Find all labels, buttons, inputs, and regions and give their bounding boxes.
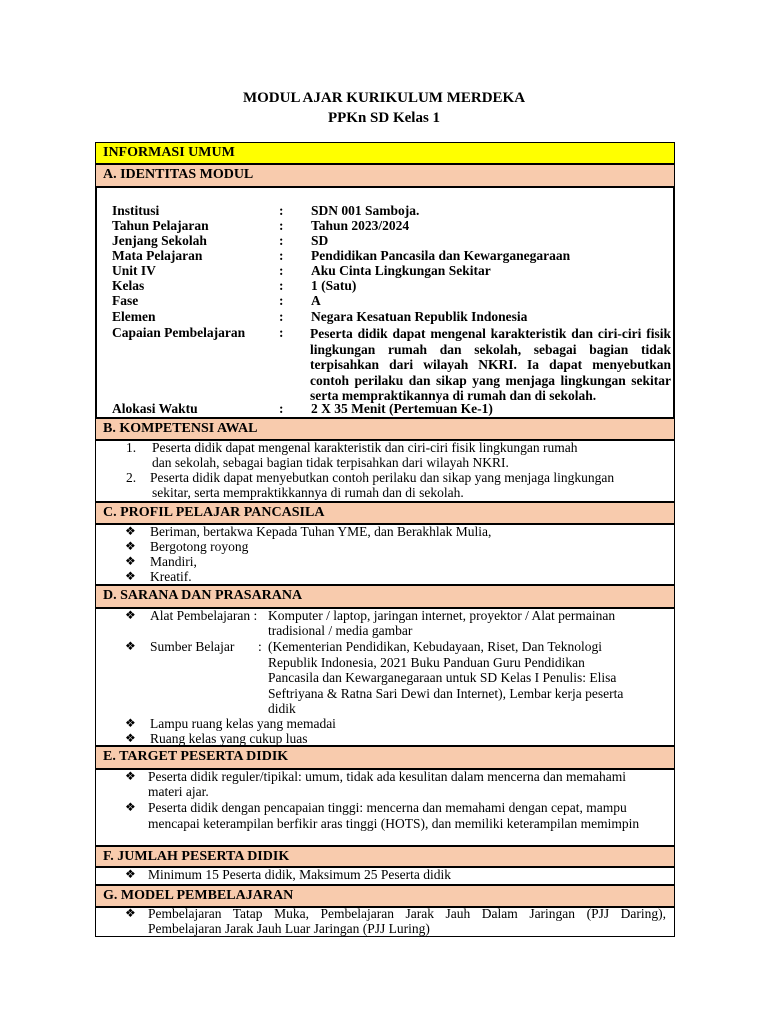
alat-text: tradisional / media gambar — [268, 623, 413, 638]
id-label: Elemen — [112, 309, 156, 324]
capaian-pembelajaran-text: Peserta didik dapat mengenal karakteristik dan ciri-ciri fisik lingkungan rumah dan sekolah, sebagai bagian tidak terpisahkan dari wilayah NKRI. Ia dapat menyebutkan contoh perilaku dan sikap yang menjaga lingkungan sekitar serta mempraktikannya di rumah dan di sekolah. — [310, 326, 671, 403]
section-jumlah-peserta: F. JUMLAH PESERTA DIDIK — [95, 846, 675, 867]
id-colon: : — [279, 325, 284, 340]
id-row-tahun — [112, 218, 672, 233]
id-row-mapel — [112, 248, 672, 263]
bullet-icon: ❖ — [125, 539, 136, 553]
id-value: SDN 001 Samboja. — [311, 203, 420, 218]
id-colon: : — [279, 309, 284, 324]
bullet-icon: ❖ — [125, 769, 136, 783]
id-row-fase — [112, 293, 672, 308]
alat-text: Komputer / laptop, jaringan internet, proyektor / Alat permainan — [268, 608, 616, 623]
id-label: Jenjang Sekolah — [112, 233, 207, 248]
sumber-text: Republik Indonesia, 2021 Buku Panduan Guru Pendidikan — [268, 655, 585, 670]
kompetensi-number: 2. — [126, 470, 137, 485]
id-row-institusi — [112, 203, 672, 218]
section-identitas-modul: A. IDENTITAS MODUL — [95, 164, 675, 187]
profil-item: Mandiri, — [150, 554, 197, 569]
profil-item: Kreatif. — [150, 569, 192, 584]
id-value: SD — [311, 233, 329, 248]
id-row-unit — [112, 263, 672, 278]
kompetensi-item-text: dan sekolah, sebagai bagian tidak terpisahkan dari wilayah NKRI. — [152, 455, 509, 470]
model-text: Pembelajaran Jarak Jauh Luar Jaringan (PJJ Luring) — [148, 921, 430, 936]
ruang-text: Ruang kelas yang cukup luas — [150, 731, 308, 746]
id-row-elemen — [112, 309, 672, 324]
id-label: Mata Pelajaran — [112, 248, 203, 263]
bullet-icon: ❖ — [125, 731, 136, 745]
sumber-text: (Kementerian Pendidikan, Kebudayaan, Riset, Dan Teknologi — [268, 639, 602, 654]
section-kompetensi-awal: B. KOMPETENSI AWAL — [95, 418, 675, 440]
target-item-text: Peserta didik dengan pencapaian tinggi: mencerna dan memahami dengan cepat, mampu — [148, 800, 627, 815]
section-profil-pelajar: C. PROFIL PELAJAR PANCASILA — [95, 502, 675, 524]
id-row-jenjang — [112, 233, 672, 248]
jumlah-text: Minimum 15 Peserta didik, Maksimum 25 Peserta didik — [148, 867, 451, 882]
id-label: Fase — [112, 293, 139, 308]
id-value: A — [311, 293, 321, 308]
sumber-colon: : — [258, 639, 262, 654]
id-colon: : — [279, 278, 284, 293]
model-text: Pembelajaran Tatap Muka, Pembelajaran Jarak Jauh Dalam Jaringan (PJJ Daring), — [148, 906, 666, 921]
target-item-text: Peserta didik reguler/tipikal: umum, tidak ada kesulitan dalam mencerna dan memahami — [148, 769, 626, 784]
id-value: Tahun 2023/2024 — [311, 218, 410, 233]
id-colon: : — [279, 248, 284, 263]
section-target-peserta: E. TARGET PESERTA DIDIK — [95, 746, 675, 769]
sumber-text: didik — [268, 701, 296, 716]
alat-label: Alat Pembelajaran : — [150, 608, 258, 623]
id-label: Institusi — [112, 203, 160, 218]
id-colon: : — [279, 233, 284, 248]
id-label: Unit IV — [112, 263, 156, 278]
bullet-icon: ❖ — [125, 716, 136, 730]
id-colon: : — [279, 401, 284, 416]
sumber-text: Seftriyana & Ratna Sari Dewi dan Internet), Lembar kerja peserta — [268, 686, 624, 701]
id-label: Capaian Pembelajaran — [112, 325, 246, 340]
kompetensi-item-text: sekitar, serta mempraktikkannya di rumah dan di sekolah. — [152, 485, 464, 500]
id-value: Negara Kesatuan Republik Indonesia — [311, 309, 528, 324]
bullet-icon: ❖ — [125, 554, 136, 568]
id-colon: : — [279, 203, 284, 218]
bullet-icon: ❖ — [125, 524, 136, 538]
id-label: Alokasi Waktu — [112, 401, 198, 416]
id-colon: : — [279, 293, 284, 308]
id-label: Kelas — [112, 278, 145, 293]
bullet-icon: ❖ — [125, 639, 136, 653]
bullet-icon: ❖ — [125, 800, 136, 814]
bullet-icon: ❖ — [125, 608, 136, 622]
id-value: Pendidikan Pancasila dan Kewarganegaraan — [311, 248, 571, 263]
id-row-alokasi — [112, 401, 672, 416]
section-info-umum: INFORMASI UMUM — [95, 142, 675, 164]
id-value: 1 (Satu) — [311, 278, 357, 293]
id-row-kelas — [112, 278, 672, 293]
section-sarana-prasarana: D. SARANA DAN PRASARANA — [95, 585, 675, 608]
lampu-text: Lampu ruang kelas yang memadai — [150, 716, 336, 731]
kompetensi-item-text: Peserta didik dapat menyebutkan contoh perilaku dan sikap yang menjaga lingkungan — [150, 470, 615, 485]
bullet-icon: ❖ — [125, 867, 136, 881]
section-model-pembelajaran: G. MODEL PEMBELAJARAN — [95, 885, 675, 907]
id-colon: : — [279, 263, 284, 278]
sumber-label: Sumber Belajar — [150, 639, 235, 654]
sumber-text: Pancasila dan Kewarganegaraan untuk SD Kelas I Penulis: Elisa — [268, 670, 617, 685]
target-item-text: materi ajar. — [148, 784, 209, 799]
profil-item: Beriman, bertakwa Kepada Tuhan YME, dan Berakhlak Mulia, — [150, 524, 492, 539]
document-title: MODUL AJAR KURIKULUM MERDEKA — [242, 90, 526, 106]
bullet-icon: ❖ — [125, 569, 136, 583]
target-item-text: mencapai keterampilan berfikir aras tinggi (HOTS), dan memiliki keterampilan memimpin — [148, 816, 640, 831]
id-value: 2 X 35 Menit (Pertemuan Ke-1) — [311, 401, 493, 416]
kompetensi-number: 1. — [126, 440, 137, 455]
bullet-icon: ❖ — [125, 906, 136, 920]
id-label: Tahun Pelajaran — [112, 218, 209, 233]
profil-item: Bergotong royong — [150, 539, 249, 554]
document-subtitle: PPKn SD Kelas 1 — [327, 110, 441, 126]
kompetensi-item-text: Peserta didik dapat mengenal karakteristik dan ciri-ciri fisik lingkungan rumah — [152, 440, 578, 455]
id-value: Aku Cinta Lingkungan Sekitar — [311, 263, 491, 278]
id-colon: : — [279, 218, 284, 233]
